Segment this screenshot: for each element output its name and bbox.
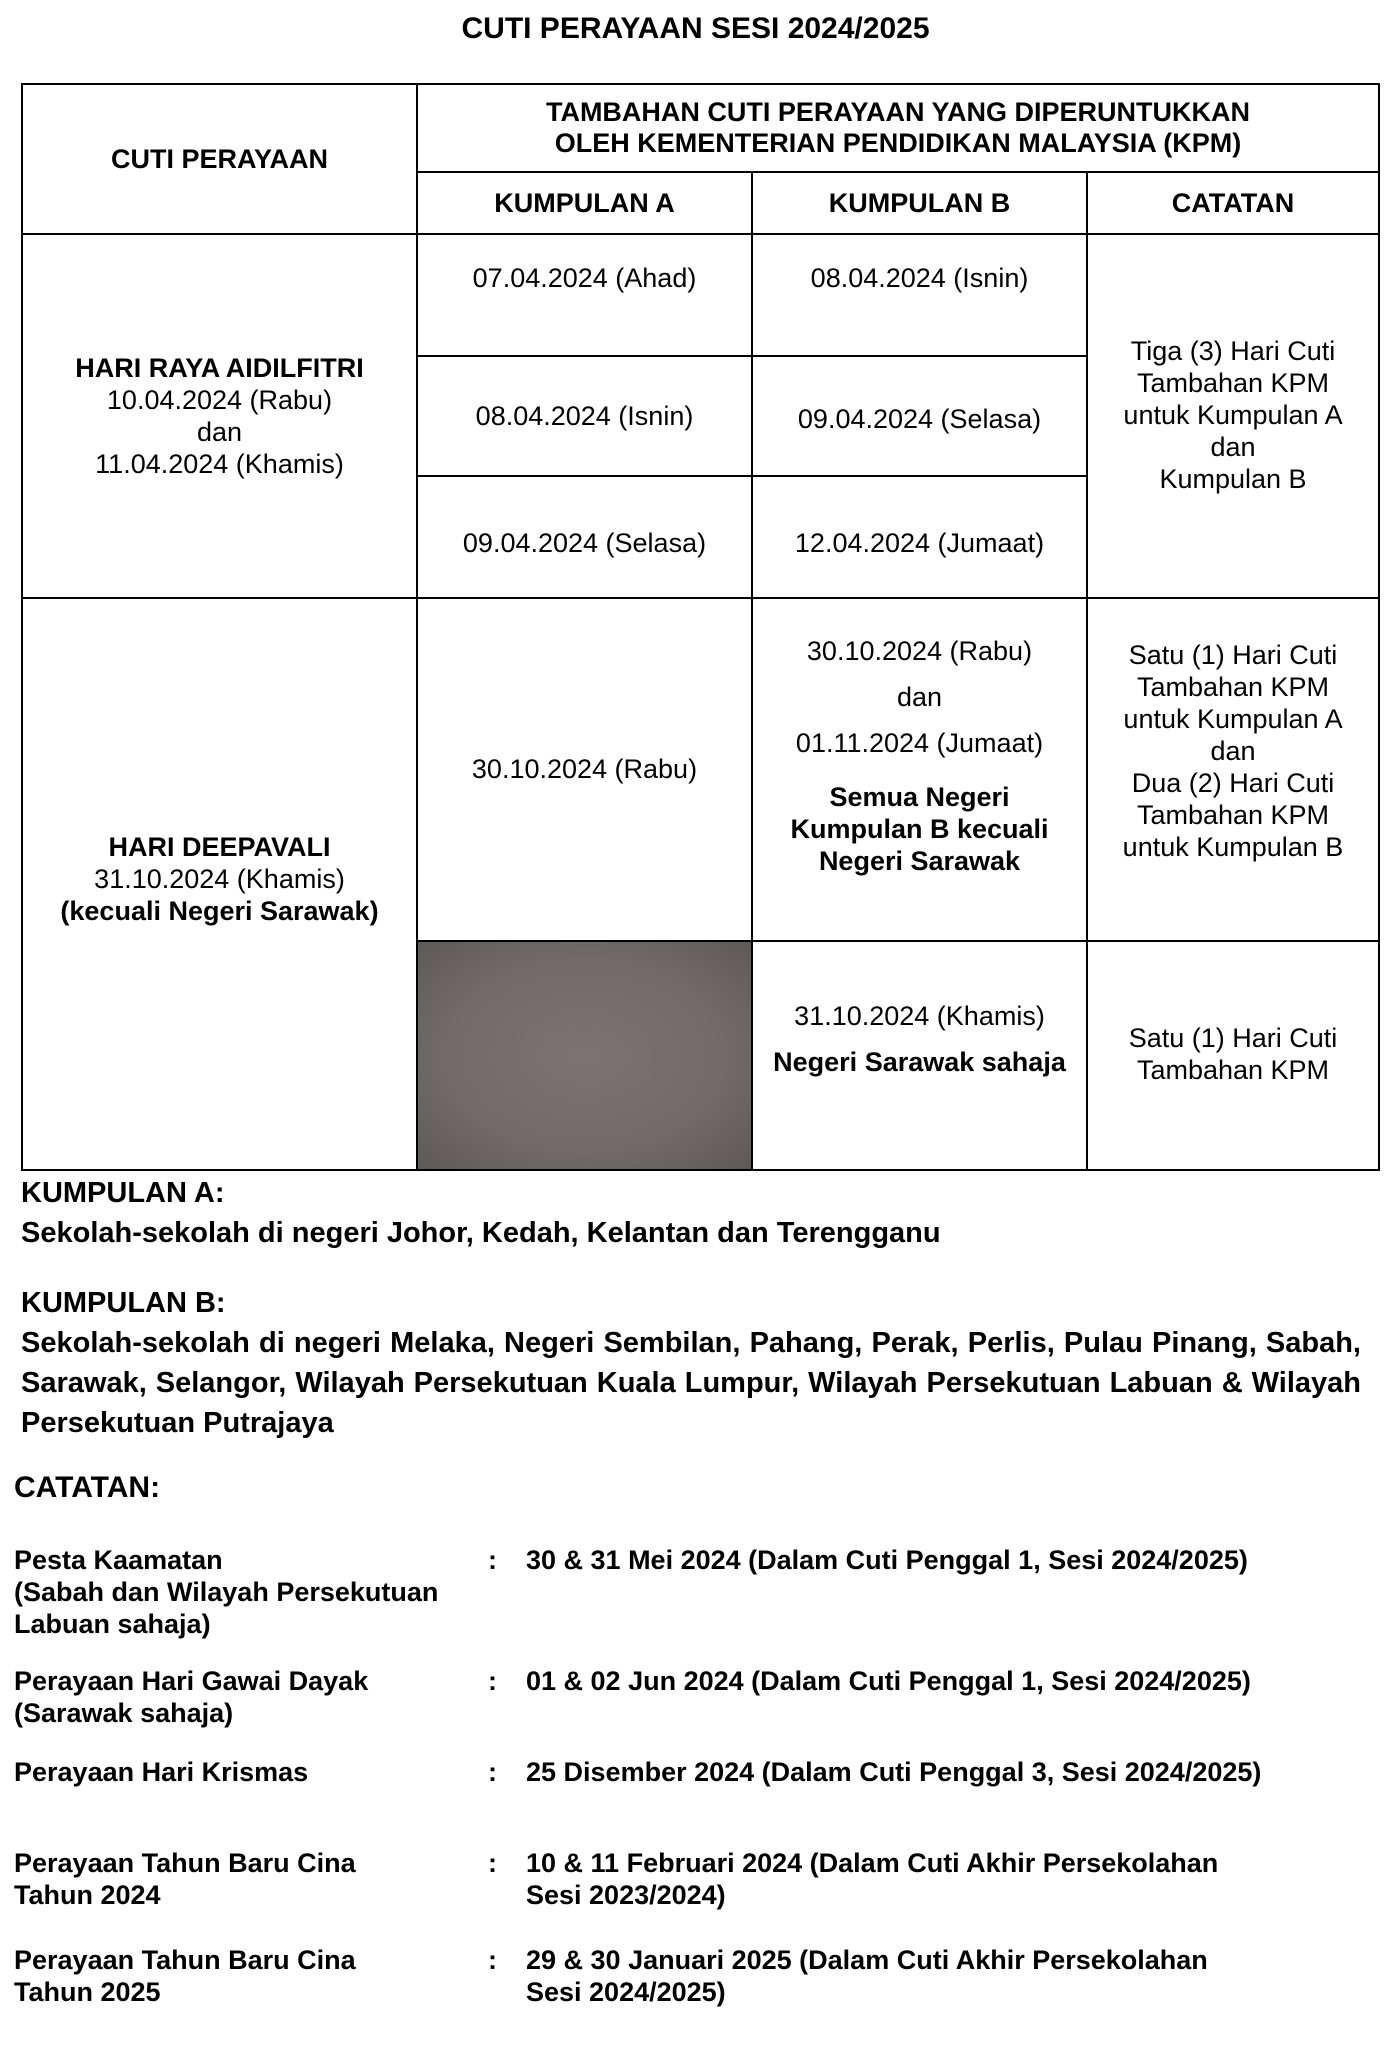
raya-date1: 10.04.2024 (Rabu)	[106, 385, 333, 415]
group-b-text: Sekolah-sekolah di negeri Melaka, Negeri Sembilan, Pahang, Perak, Perlis, Pulau Pinang, Sabah, Sarawak, Selangor, Wilayah Persekutuan Kuala Lumpur, Wilayah Persekutuan Labuan & Wilayah Persekutuan Putrajaya	[21, 1327, 1361, 1439]
raya-b-3: 12.04.2024 (Jumaat)	[752, 476, 1087, 598]
header-cuti-perayaan: CUTI PERAYAAN	[22, 84, 417, 234]
header-kumpulan-a: KUMPULAN A	[417, 172, 752, 234]
note-value-line: 30 & 31 Mei 2024 (Dalam Cuti Penggal 1, Sesi 2024/2025)	[526, 1545, 1248, 1575]
note-label-line: Labuan sahaja)	[14, 1609, 211, 1639]
deepavali-note2-line: Satu (1) Hari Cuti	[1128, 1023, 1338, 1053]
deepavali-date: 31.10.2024 (Khamis)	[94, 864, 345, 894]
holiday-table	[21, 83, 1380, 1171]
note-label	[14, 1544, 484, 1640]
group-a-section	[21, 1173, 1361, 1253]
deepavali-note-1	[1087, 598, 1379, 941]
note-label-line: (Sarawak sahaja)	[14, 1698, 234, 1728]
deepavali-note1-line: Dua (2) Hari Cuti	[1131, 768, 1335, 798]
raya-b-1: 08.04.2024 (Isnin)	[752, 234, 1087, 356]
raya-note-cell	[1087, 234, 1379, 598]
deepavali-b1-scope: Semua Negeri	[829, 782, 1010, 812]
note-label	[14, 1756, 484, 1788]
raya-holiday-cell	[22, 234, 417, 598]
deepavali-name: HARI DEEPAVALI	[108, 832, 331, 862]
deepavali-note1-line: untuk Kumpulan A	[1123, 704, 1343, 734]
deepavali-holiday-cell	[22, 598, 417, 1170]
note-colon: :	[488, 1848, 497, 1878]
raya-b-2: 09.04.2024 (Selasa)	[752, 356, 1087, 476]
note-value	[526, 1544, 1376, 1576]
deepavali-note1-line: untuk Kumpulan B	[1122, 832, 1344, 862]
note-value	[526, 1847, 1376, 1911]
deepavali-b2-scope: Negeri Sarawak sahaja	[773, 1047, 1066, 1077]
raya-a-2: 08.04.2024 (Isnin)	[417, 356, 752, 476]
deepavali-b2-date: 31.10.2024 (Khamis)	[794, 1001, 1045, 1031]
deepavali-except: (kecuali Negeri Sarawak)	[60, 896, 379, 926]
note-label-line: Perayaan Tahun Baru Cina	[14, 1848, 356, 1878]
note-label	[14, 1665, 484, 1729]
deepavali-note1-line: Satu (1) Hari Cuti	[1128, 640, 1338, 670]
note-value	[526, 1665, 1376, 1697]
deepavali-note2-line: Tambahan KPM	[1136, 1055, 1330, 1085]
raya-note-line: Tiga (3) Hari Cuti	[1130, 336, 1336, 366]
raya-and: dan	[196, 417, 243, 447]
deepavali-b1-date2: 01.11.2024 (Jumaat)	[795, 728, 1044, 758]
deepavali-b-1	[752, 598, 1087, 941]
header-kumpulan-b: KUMPULAN B	[752, 172, 1087, 234]
note-label-line: Perayaan Hari Gawai Dayak	[14, 1666, 369, 1696]
raya-a-3: 09.04.2024 (Selasa)	[417, 476, 752, 598]
note-value-line: 01 & 02 Jun 2024 (Dalam Cuti Penggal 1, Sesi 2024/2025)	[526, 1666, 1251, 1696]
note-value-line: 10 & 11 Februari 2024 (Dalam Cuti Akhir Persekolahan	[526, 1848, 1219, 1878]
note-value	[526, 1756, 1376, 1788]
header-tambahan-line2: OLEH KEMENTERIAN PENDIDIKAN MALAYSIA (KPM)	[554, 128, 1242, 158]
deepavali-a-1: 30.10.2024 (Rabu)	[417, 598, 752, 941]
raya-note-line: dan	[1210, 432, 1256, 462]
note-value-line: 29 & 30 Januari 2025 (Dalam Cuti Akhir Persekolahan	[526, 1945, 1208, 1975]
deepavali-b1-date1: 30.10.2024 (Rabu)	[806, 636, 1033, 666]
raya-name: HARI RAYA AIDILFITRI	[75, 353, 364, 383]
note-value-line: 25 Disember 2024 (Dalam Cuti Penggal 3, Sesi 2024/2025)	[526, 1757, 1262, 1787]
header-tambahan-line1: TAMBAHAN CUTI PERAYAAN YANG DIPERUNTUKKAN	[545, 97, 1251, 127]
raya-date2: 11.04.2024 (Khamis)	[95, 449, 344, 479]
note-label-line: Pesta Kaamatan	[14, 1545, 223, 1575]
raya-note-line: untuk Kumpulan A	[1123, 400, 1343, 430]
note-label	[14, 1944, 484, 2008]
deepavali-b1-and: dan	[896, 682, 943, 712]
note-label-line: Tahun 2024	[14, 1880, 161, 1910]
group-b-label: KUMPULAN B:	[21, 1287, 226, 1319]
note-colon: :	[488, 1545, 497, 1575]
group-a-text: Sekolah-sekolah di negeri Johor, Kedah, Kelantan dan Terengganu	[21, 1217, 941, 1249]
note-label-line: Perayaan Hari Krismas	[14, 1757, 309, 1787]
header-catatan: CATATAN	[1087, 172, 1379, 234]
note-label-line: Perayaan Tahun Baru Cina	[14, 1945, 356, 1975]
deepavali-b-2	[752, 941, 1087, 1170]
raya-note-line: Kumpulan B	[1159, 464, 1307, 494]
note-colon: :	[488, 1757, 497, 1787]
raya-note-line: Tambahan KPM	[1136, 368, 1330, 398]
note-label-line: (Sabah dan Wilayah Persekutuan	[14, 1577, 439, 1607]
deepavali-b1-scope: Negeri Sarawak	[818, 846, 1021, 876]
header-tambahan-cuti	[417, 84, 1379, 172]
note-label-line: Tahun 2025	[14, 1977, 161, 2007]
deepavali-note1-line: dan	[1210, 736, 1256, 766]
catatan-heading: CATATAN:	[14, 1471, 161, 1504]
note-value	[526, 1944, 1376, 2008]
deepavali-note1-line: Tambahan KPM	[1136, 672, 1330, 702]
deepavali-note1-line: Tambahan KPM	[1136, 800, 1330, 830]
deepavali-b1-scope: Kumpulan B kecuali	[790, 814, 1049, 844]
deepavali-note-2	[1087, 941, 1379, 1170]
note-value-line: Sesi 2023/2024)	[526, 1880, 726, 1910]
shaded-empty-cell	[417, 941, 752, 1170]
group-a-label: KUMPULAN A:	[21, 1177, 225, 1209]
note-colon: :	[488, 1945, 497, 1975]
raya-a-1: 07.04.2024 (Ahad)	[417, 234, 752, 356]
note-label	[14, 1847, 484, 1911]
note-value-line: Sesi 2024/2025)	[526, 1977, 726, 2007]
group-b-section	[21, 1283, 1361, 1443]
note-colon: :	[488, 1666, 497, 1696]
document-title: CUTI PERAYAAN SESI 2024/2025	[461, 12, 930, 45]
